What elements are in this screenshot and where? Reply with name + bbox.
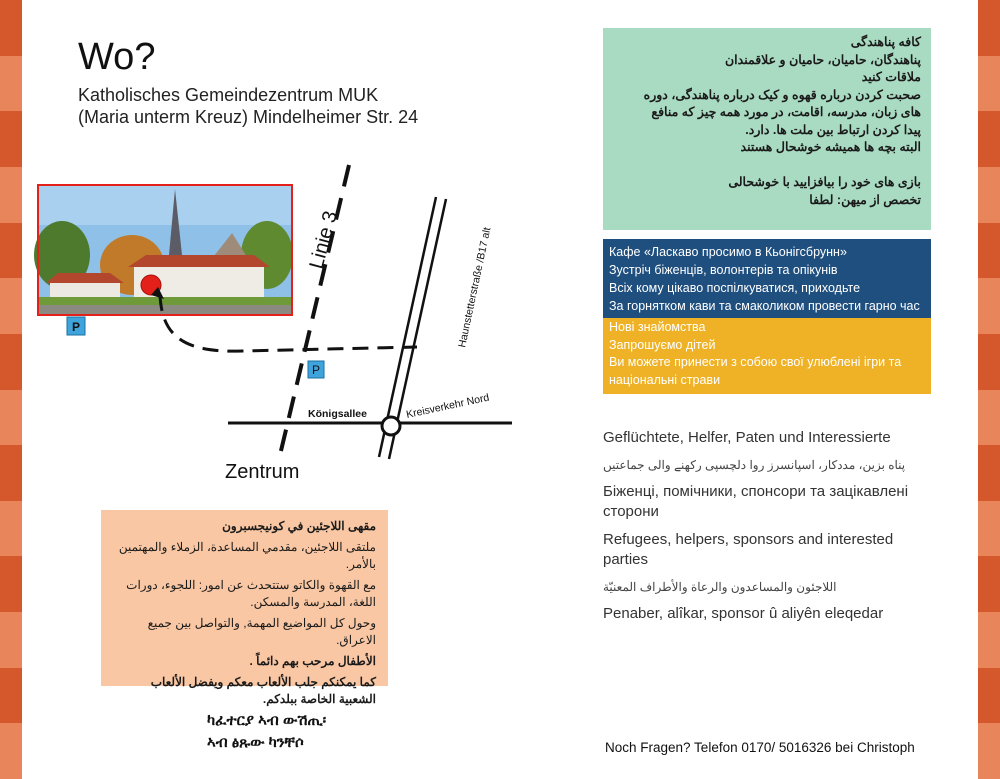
bus-line-label: Linie 3 [305,208,343,272]
audience-ukrainian: Біженці, помічники, спонсори та зацікавлені сторони [603,483,909,520]
right-decorative-stripe [978,0,1000,779]
left-decorative-stripe [0,0,22,779]
ukrainian-line: Зустріч біженців, волонтерів та опікунів [609,263,838,277]
ukrainian-line: Нові знайомства [609,320,706,334]
address-line-1: Katholisches Gemeindezentrum MUK [78,85,379,105]
parking-sign-icon [67,317,85,335]
ukrainian-line: Кафе «Ласкаво просимо в Кьонігсбрунн» [609,245,847,259]
ukrainian-line: Запрошуємо дітей [609,337,716,352]
audience-kurdish-sorani: پناه بزین، مددکار، اسپانسرز روا دلچسپی رکھنے والی جماعتیں [603,458,906,472]
tigrinya-line-1: ካፈተርያ ኣብ ውሽጢ፡ [207,712,327,729]
persian-line: پیدا کردن ارتباط بین ملت ها. دارد. [745,122,921,137]
stripe-band [978,501,1000,557]
roundabout-label: Kreisverkehr Nord [405,391,491,421]
stripe-band [0,501,22,557]
address [78,84,418,128]
address-line-2: (Maria unterm Kreuz) Mindelheimer Str. 24 [78,107,419,127]
stripe-band [978,278,1000,334]
persian-line: البته بچه ها همیشه خوشحال هستند [740,140,921,154]
stripe-band [0,668,22,724]
stripe-band [978,723,1000,779]
page-title: Wo? [78,36,156,78]
stripe-band [978,556,1000,612]
location-map [22,155,582,495]
stripe-band [0,0,22,56]
persian-line: ملاقات کنید [861,70,921,84]
stripe-band [978,390,1000,446]
stripe-band [0,56,22,112]
tigrinya-line-2: ኣብ ፅጹው ካንቸሶ [207,734,304,751]
ukrainian-line: За горнятком кави та смаколиком провести гарно час [609,299,920,313]
ukrainian-info-box-blue [603,239,931,318]
stripe-band [0,278,22,334]
arabic-info-box [101,510,388,706]
persian-line: تخصص از میهن: لطفا [809,192,921,207]
stripe-band [0,334,22,390]
ukrainian-info-box-yellow [603,318,931,394]
persian-line: پناهندگان، حامیان، حامیان و علاقمندان [724,52,921,67]
audience-english: Refugees, helpers, sponsors and interested parties [603,531,894,568]
persian-info-box [603,28,931,230]
arabic-paragraph-4: الأطفال مرحب بهم دائماً . [249,654,376,668]
arabic-paragraph-5: كما يمكنكم جلب الألعاب معكم ويفضل الألعاب الشعبية الخاصة ببلدكم. [150,675,376,706]
persian-line: کافه پناهندگی [850,35,921,49]
arabic-paragraph-1: ملتقى اللاجئين، مقدمي المساعدة، الزملاء والمهتمين بالأمر. [118,540,376,571]
stripe-band [0,223,22,279]
audience-german: Geflüchtete, Helfer, Paten und Interessierte [603,429,891,446]
audience-arabic: اللاجئون والمساعدون والرعاة والأطراف المعنيّة [603,580,837,594]
stripe-band [978,612,1000,668]
parking-label-2: P [311,363,321,377]
ukrainian-line: Ви можете принести з собою свої улюблені ігри та [609,355,902,369]
stripe-band [0,556,22,612]
center-label: Zentrum [225,461,300,483]
stripe-band [978,167,1000,223]
main-road-label: Haunstetterstraße /B17 alt [456,226,494,349]
parking-label: P [71,320,81,334]
koenigsallee-label: Königsallee [308,408,367,420]
stripe-band [978,668,1000,724]
stripe-band [0,612,22,668]
stripe-band [978,0,1000,56]
ukrainian-line: національні страви [609,372,721,387]
stripe-band [0,390,22,446]
parking-sign-icon-2 [308,361,324,378]
stripe-band [0,723,22,779]
stripe-band [978,223,1000,279]
persian-line-spacer [613,157,921,175]
persian-line: های زبان، مدرسه، اقامت، در مورد همه چیز که منافع [651,105,921,119]
tigrinya-text [207,710,326,754]
audience-languages-list [603,428,933,632]
stripe-band [0,111,22,167]
stripe-band [978,445,1000,501]
building-photo [34,185,293,315]
arabic-paragraph-3: وحول كل المواضيع المهمة, والتواصل بين جميع الاعراق. [147,616,376,647]
stripe-band [0,445,22,501]
audience-kurmanji: Penaber, alîkar, sponsor û aliyên eleqedar [603,605,884,622]
arabic-paragraph-2: مع القهوة والكاتو ستتحدث عن امور: اللجوء، دورات اللغة، المدرسة والمسكن. [126,578,376,609]
persian-line: بازی های خود را بیافزایید با خوشحالی [728,175,921,189]
persian-line: صحبت کردن درباره قهوه و کیک درباره پناهندگی، دوره [643,87,921,102]
roundabout-icon [382,417,400,435]
stripe-band [0,167,22,223]
stripe-band [978,56,1000,112]
contact-footer: Noch Fragen? Telefon 0170/ 5016326 bei Christoph [605,740,915,755]
ukrainian-line: Всіх кому цікаво поспілкуватися, приходьте [609,281,861,295]
stripe-band [978,111,1000,167]
arabic-heading: مقهى اللاجئين في كونيجسبرون [222,519,376,533]
stripe-band [978,334,1000,390]
